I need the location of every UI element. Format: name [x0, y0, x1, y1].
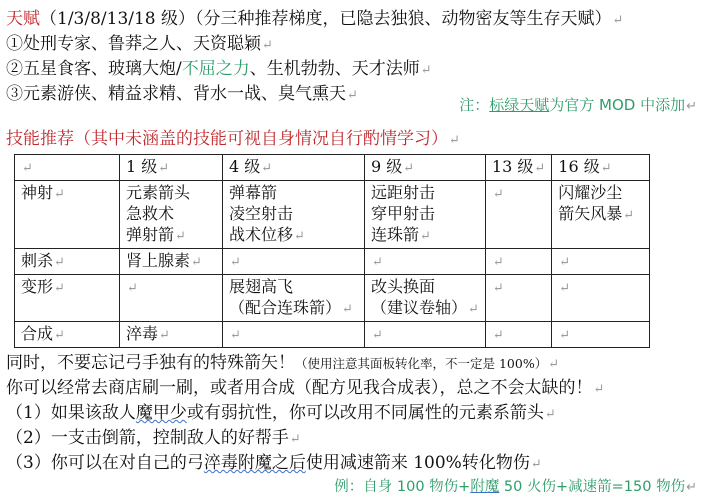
skill-cell — [223, 322, 365, 348]
p1-main: 同时，不要忘记弓手独有的特殊箭矢！ — [6, 353, 295, 373]
paragraph-mark: ↵ — [54, 328, 65, 343]
mod-note — [459, 95, 697, 117]
tier-2-text-a: ②五星食客、玻璃大炮/ — [6, 59, 182, 79]
paragraph-mark: ↵ — [492, 187, 504, 202]
paragraph-mark: ↵ — [158, 161, 170, 176]
skill-text: 展翅高飞 — [229, 277, 294, 296]
skill-cell — [223, 249, 365, 275]
skill-text: 肾上腺素 — [126, 251, 191, 270]
category-label: 神射 — [21, 183, 54, 202]
paragraph-mark: ↵ — [530, 457, 542, 472]
level-label: 16 级 — [558, 157, 600, 176]
paragraph-mark: ↵ — [534, 161, 546, 176]
paragraph-mark: ↵ — [559, 255, 571, 270]
p1-small: （使用注意其面板转化率，不一定是 100%） — [295, 356, 548, 371]
body-paragraph-4 — [6, 427, 301, 451]
paragraph-mark: ↵ — [342, 302, 353, 317]
skill-text: 箭矢风暴 — [558, 204, 623, 223]
paragraph-mark: ↵ — [686, 99, 697, 114]
paragraph-mark: ↵ — [22, 161, 33, 176]
skill-name — [229, 276, 358, 297]
paragraph-mark: ↵ — [420, 229, 431, 244]
skill-name — [126, 182, 216, 203]
skill-text: 闪耀沙尘 — [558, 183, 623, 202]
paragraph-mark: ↵ — [230, 328, 241, 343]
level-label: 1 级 — [126, 157, 158, 176]
paragraph-mark: ↵ — [559, 281, 571, 296]
table-row — [15, 275, 650, 322]
skill-cell — [120, 322, 223, 348]
tier-1-text: ①处刑专家、鲁莽之人、天资聪颖 — [6, 34, 261, 54]
talents-heading-detail: （1/3/8/13/18 级）（分三种推荐梯度，已隐去独狼、动物密友等生存天赋） — [40, 9, 612, 29]
paragraph-mark: ↵ — [449, 133, 460, 148]
skill-cell — [120, 275, 223, 322]
skill-name — [229, 224, 358, 247]
p5-text-a: （3）你可以在对自己的弓 — [6, 453, 204, 473]
skill-cell — [365, 181, 486, 249]
paragraph-mark: ↵ — [159, 328, 170, 343]
skill-text: 元素箭头 — [126, 183, 191, 202]
paragraph-mark: ↵ — [262, 38, 273, 53]
paragraph-mark: ↵ — [593, 382, 605, 397]
skill-cell — [365, 249, 486, 275]
skill-name — [371, 182, 479, 203]
skill-text: 淬毒 — [126, 324, 159, 343]
skill-name — [371, 297, 479, 320]
skill-name — [371, 276, 479, 297]
paragraph-mark: ↵ — [403, 161, 415, 176]
paragraph-mark: ↵ — [600, 161, 612, 176]
paragraph-mark: ↵ — [191, 255, 202, 270]
talents-tier-3 — [6, 83, 358, 107]
p4-text: （2）一支击倒箭，控制敌人的好帮手 — [6, 428, 289, 448]
skill-name — [229, 297, 358, 320]
level-label: 13 级 — [491, 157, 534, 176]
skill-text: 弹幕箭 — [229, 183, 278, 202]
p3-flagged-text: 魔甲少 — [135, 403, 187, 423]
paragraph-mark: ↵ — [686, 480, 697, 495]
note-prefix: 注： — [459, 96, 490, 114]
skill-cell — [485, 181, 551, 249]
paragraph-mark: ↵ — [559, 328, 571, 343]
tier-2-mod-talent: 不屈之力 — [181, 59, 250, 79]
paragraph-mark: ↵ — [54, 187, 65, 202]
level-label: 9 级 — [371, 157, 403, 176]
body-paragraph-1 — [6, 352, 559, 376]
skill-cell — [485, 322, 551, 348]
paragraph-mark: ↵ — [175, 229, 186, 244]
skill-text: 远距射击 — [371, 183, 436, 202]
category-label: 合成 — [21, 324, 54, 343]
skill-category — [15, 249, 120, 275]
tier-3-text: ③元素游侠、精益求精、背水一战、臭气熏天 — [6, 84, 346, 104]
note-highlight: 标绿天赋 — [489, 96, 550, 114]
p5-text-b: 使用减速箭来 100%转化物伤 — [305, 453, 530, 473]
example-text-a: 例：自身 100 物伤+ — [334, 479, 471, 495]
skill-cell — [223, 181, 365, 249]
table-header-cell — [552, 155, 650, 181]
table-header-cell — [223, 155, 365, 181]
p2-text: 你可以经常去商店刷一刷，或者用合成（配方见我合成表），总之不会太缺的！ — [6, 378, 593, 398]
table-header-row — [15, 155, 650, 181]
table-row — [15, 181, 650, 249]
skill-cell — [365, 275, 486, 322]
skills-table — [14, 154, 650, 348]
table-row — [15, 322, 650, 348]
paragraph-mark: ↵ — [492, 255, 504, 270]
tier-2-text-b: 、生机勃勃、天才法师 — [249, 59, 420, 79]
paragraph-mark: ↵ — [612, 13, 624, 28]
skill-cell — [485, 249, 551, 275]
skill-text: 战术位移 — [229, 225, 294, 244]
skill-cell — [365, 322, 486, 348]
p5-flagged-text: 淬毒附魔之后 — [203, 453, 306, 473]
skill-cell — [552, 275, 650, 322]
category-label: 变形 — [21, 277, 54, 296]
table-header-corner — [15, 155, 120, 181]
paragraph-mark: ↵ — [54, 255, 65, 270]
talents-tier-2 — [6, 58, 432, 82]
table-header-cell — [485, 155, 551, 181]
skill-text: （配合连珠箭） — [229, 298, 342, 317]
skill-text: 改头换面 — [371, 277, 436, 296]
paragraph-mark: ↵ — [548, 357, 560, 372]
talents-heading-line — [6, 8, 623, 32]
table-row — [15, 249, 650, 275]
skill-text: 穿甲射击 — [371, 204, 436, 223]
skill-name — [558, 203, 643, 226]
talents-tier-1 — [6, 33, 273, 57]
paragraph-mark: ↵ — [544, 407, 556, 422]
table-body — [15, 181, 650, 348]
skill-name — [126, 203, 216, 224]
level-label: 4 级 — [229, 157, 261, 176]
skill-name — [229, 203, 358, 224]
note-suffix: 为官方 MOD 中添加 — [549, 96, 686, 114]
paragraph-mark: ↵ — [468, 302, 479, 317]
paragraph-mark: ↵ — [289, 432, 301, 447]
skill-cell — [485, 275, 551, 322]
paragraph-mark: ↵ — [294, 229, 305, 244]
talents-heading: 天赋 — [6, 9, 40, 29]
example-highlight: 附魔 — [470, 479, 500, 495]
skill-text: （建议卷轴） — [371, 298, 468, 317]
example-text-b: 50 火伤+减速箭=150 物伤 — [499, 479, 686, 495]
skill-cell — [120, 249, 223, 275]
skill-cell — [552, 322, 650, 348]
skills-heading-text: 技能推荐（其中未涵盖的技能可视自身情况自行酌情学习） — [6, 129, 448, 149]
skill-category — [15, 275, 120, 322]
paragraph-mark: ↵ — [261, 161, 273, 176]
skill-name — [126, 250, 216, 273]
paragraph-mark: ↵ — [54, 281, 65, 296]
paragraph-mark: ↵ — [623, 208, 635, 223]
skill-name — [371, 224, 479, 247]
skill-name — [126, 323, 216, 346]
skill-cell — [552, 249, 650, 275]
skill-text: 连珠箭 — [371, 225, 420, 244]
body-paragraph-2 — [6, 377, 604, 401]
body-paragraph-5 — [6, 452, 542, 476]
body-paragraph-3 — [6, 402, 556, 426]
table-header-cell — [365, 155, 486, 181]
paragraph-mark: ↵ — [492, 328, 504, 343]
paragraph-mark: ↵ — [347, 88, 358, 103]
skills-heading — [6, 128, 460, 152]
skill-category — [15, 322, 120, 348]
p3-text-b: 或有弱抗性，你可以改用不同属性的元素系箭头 — [186, 403, 544, 423]
skill-name — [229, 182, 358, 203]
paragraph-mark: ↵ — [127, 281, 138, 296]
skill-text: 急救术 — [126, 204, 175, 223]
example-line — [334, 477, 697, 498]
skill-text: 弹射箭 — [126, 225, 175, 244]
skill-cell — [120, 181, 223, 249]
table-header-cell — [120, 155, 223, 181]
paragraph-mark: ↵ — [372, 328, 383, 343]
skill-cell — [223, 275, 365, 322]
paragraph-mark: ↵ — [492, 281, 504, 296]
paragraph-mark: ↵ — [420, 63, 432, 78]
category-label: 刺杀 — [21, 251, 54, 270]
skill-category — [15, 181, 120, 249]
skill-name — [371, 203, 479, 224]
skill-text: 凌空射击 — [229, 204, 294, 223]
skill-cell — [552, 181, 650, 249]
skill-name — [558, 182, 643, 203]
paragraph-mark: ↵ — [372, 255, 383, 270]
skill-name — [126, 224, 216, 247]
paragraph-mark: ↵ — [230, 255, 241, 270]
p3-text-a: （1）如果该敌人 — [6, 403, 136, 423]
